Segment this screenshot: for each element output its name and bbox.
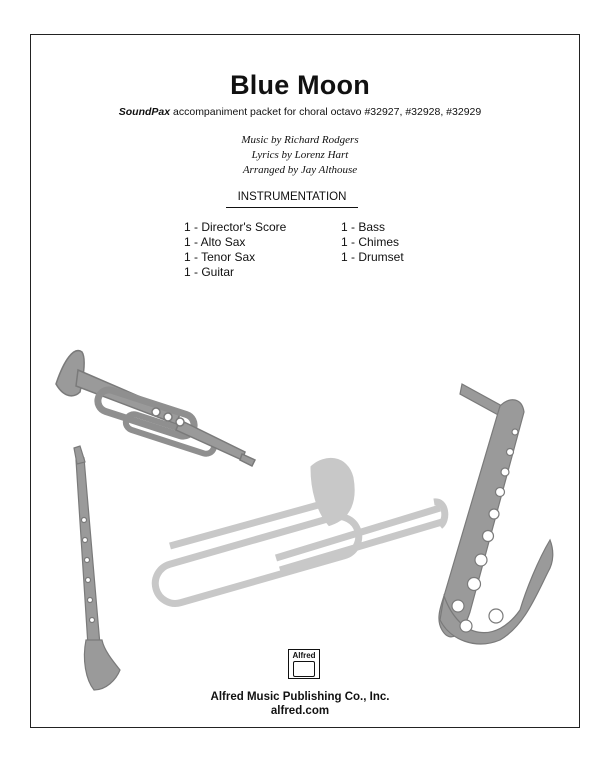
arranger-credit: Arranged by Jay Althouse [242, 164, 358, 176]
list-item: 1 - Alto Sax [184, 235, 246, 249]
page-title: Blue Moon [230, 70, 370, 100]
logo-text: Alfred [292, 651, 316, 660]
instrument-list-left [184, 220, 286, 280]
trumpet-icon [56, 351, 255, 466]
publisher-name: Alfred Music Publishing Co., Inc. [210, 691, 390, 703]
publisher-logo [288, 649, 320, 679]
lyrics-credit: Lyrics by Lorenz Hart [251, 149, 349, 161]
list-item: 1 - Bass [341, 220, 386, 234]
list-item: 1 - Drumset [341, 250, 404, 264]
credits [0, 133, 600, 178]
instruments-illustration [30, 340, 570, 700]
clarinet-icon [74, 446, 120, 690]
logo-emblem-icon [293, 661, 315, 677]
list-item: 1 - Chimes [341, 235, 400, 249]
brand-name: SoundPax [118, 106, 171, 118]
list-item: 1 - Guitar [184, 265, 235, 279]
publisher-info [0, 690, 600, 718]
instrument-list-right [341, 220, 404, 265]
instrumentation-heading: INSTRUMENTATION [226, 191, 358, 208]
publisher-url: alfred.com [270, 705, 330, 717]
list-item: 1 - Director's Score [184, 220, 287, 234]
music-credit: Music by Richard Rodgers [241, 134, 359, 146]
subtitle [0, 106, 600, 118]
list-item: 1 - Tenor Sax [184, 250, 256, 264]
trombone-icon [151, 461, 445, 608]
saxophone-icon [439, 384, 553, 644]
subtitle-text: accompaniment packet for choral octavo #32927, #32928, #32929 [170, 106, 482, 118]
